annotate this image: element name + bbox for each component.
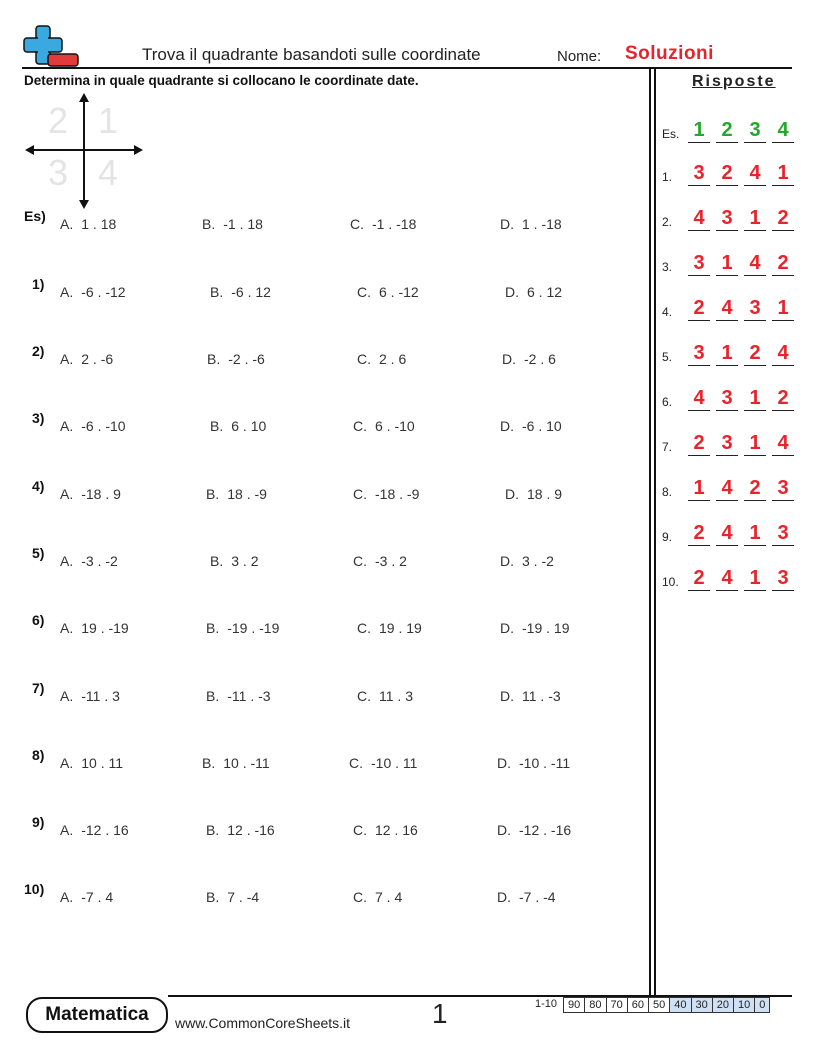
answer-row-label: 5.	[662, 350, 673, 364]
option-b: B. 10 . -11	[202, 755, 270, 771]
question-number: 7)	[32, 680, 45, 696]
option-b: B. 18 . -9	[206, 486, 267, 502]
question-number: 10)	[24, 881, 45, 897]
score-cell: 10	[734, 998, 755, 1013]
answer-value: 1	[744, 566, 766, 591]
option-a: A. 2 . -6	[60, 351, 114, 367]
answer-value: 1	[744, 431, 766, 456]
worksheet-title: Trova il quadrante basandoti sulle coordinate	[142, 45, 481, 64]
answer-row-label: Es.	[662, 127, 680, 141]
answer-value: 3	[688, 251, 710, 276]
question-row	[0, 343, 640, 375]
answer-row	[660, 291, 800, 321]
answer-row-label: 2.	[662, 215, 673, 229]
option-c: C. -1 . -18	[350, 216, 417, 232]
quadrant-axes	[24, 92, 146, 210]
option-b: B. 7 . -4	[206, 889, 260, 905]
answer-value: 2	[772, 251, 794, 276]
answer-value: 1	[744, 386, 766, 411]
answer-value: 3	[772, 521, 794, 546]
answer-value: 2	[772, 386, 794, 411]
question-number: 6)	[32, 612, 45, 628]
score-cell: 0	[755, 998, 770, 1013]
answer-value: 4	[744, 251, 766, 276]
answer-value: 4	[772, 341, 794, 366]
question-number: 2)	[32, 343, 45, 359]
score-range-label: 1-10	[535, 998, 558, 1010]
question-number: 1)	[32, 276, 45, 292]
answer-value: 2	[772, 206, 794, 231]
answer-value: 4	[688, 386, 710, 411]
answers-heading: Risposte	[692, 73, 776, 90]
option-c: C. -3 . 2	[353, 553, 407, 569]
option-b: B. -6 . 12	[210, 284, 271, 300]
logo-icon	[22, 24, 80, 68]
score-cell: 90	[564, 998, 585, 1013]
question-row	[0, 814, 640, 846]
answer-value: 4	[716, 476, 738, 501]
answer-row-label: 10.	[662, 575, 679, 589]
answer-value: 4	[772, 431, 794, 456]
answer-value: 1	[716, 251, 738, 276]
quadrant-diagram	[24, 92, 146, 210]
option-a: A. 19 . -19	[60, 620, 129, 636]
option-a: A. 10 . 11	[60, 755, 124, 771]
answer-value: 2	[744, 476, 766, 501]
answer-row	[660, 201, 800, 231]
answer-value: 4	[716, 566, 738, 591]
name-value: Soluzioni	[625, 43, 714, 64]
option-a: A. -12 . 16	[60, 822, 129, 838]
option-c: C. 19 . 19	[357, 620, 422, 636]
answer-value: 1	[772, 296, 794, 321]
answer-value: 3	[772, 476, 794, 501]
option-d: D. -10 . -11	[497, 755, 571, 771]
answer-value: 4	[688, 206, 710, 231]
question-row	[0, 478, 640, 510]
option-a: A. 1 . 18	[60, 216, 117, 232]
answer-value: 3	[744, 296, 766, 321]
option-c: C. 11 . 3	[357, 688, 413, 704]
answer-row-label: 4.	[662, 305, 673, 319]
option-c: C. 7 . 4	[353, 889, 403, 905]
answer-value: 1	[688, 476, 710, 501]
answer-value: 3	[744, 118, 766, 143]
answer-value: 3	[772, 566, 794, 591]
answer-value: 2	[688, 296, 710, 321]
answer-row-label: 8.	[662, 485, 673, 499]
answer-row	[660, 246, 800, 276]
answer-column-divider	[649, 67, 651, 995]
answer-value: 2	[688, 521, 710, 546]
option-d: D. 6 . 12	[505, 284, 563, 300]
answer-value: 1	[688, 118, 710, 143]
answer-value: 2	[688, 566, 710, 591]
option-d: D. -6 . 10	[500, 418, 562, 434]
instructions: Determina in quale quadrante si collocano le coordinate date.	[24, 73, 419, 88]
header-rule	[22, 67, 792, 69]
question-row	[0, 410, 640, 442]
answer-value: 3	[716, 206, 738, 231]
question-row	[0, 747, 640, 779]
option-c: C. 2 . 6	[357, 351, 407, 367]
answer-row	[660, 561, 800, 591]
question-number: 5)	[32, 545, 45, 561]
option-d: D. 1 . -18	[500, 216, 562, 232]
answer-row-label: 1.	[662, 170, 673, 184]
score-cell: 60	[627, 998, 648, 1013]
option-c: C. 6 . -12	[357, 284, 419, 300]
option-c: C. -18 . -9	[353, 486, 420, 502]
option-a: A. -3 . -2	[60, 553, 118, 569]
answer-value: 2	[688, 431, 710, 456]
answer-value: 2	[744, 341, 766, 366]
answer-row	[660, 381, 800, 411]
answer-value: 3	[716, 431, 738, 456]
answer-value: 4	[716, 521, 738, 546]
option-a: A. -6 . -12	[60, 284, 126, 300]
score-cell: 30	[691, 998, 712, 1013]
quadrant-label-4: 4	[98, 152, 119, 193]
answer-value: 3	[688, 161, 710, 186]
question-number: 3)	[32, 410, 45, 426]
answer-row	[660, 471, 800, 501]
answer-value: 4	[772, 118, 794, 143]
answer-row-label: 3.	[662, 260, 673, 274]
answer-row-label: 6.	[662, 395, 673, 409]
option-b: B. -11 . -3	[206, 688, 271, 704]
score-table	[563, 997, 770, 1013]
page-number: 1	[432, 998, 448, 1029]
quadrant-label-2: 2	[48, 100, 69, 141]
answer-row	[660, 336, 800, 366]
option-c: C. -10 . 11	[349, 755, 418, 771]
score-cell: 70	[606, 998, 627, 1013]
answer-column-divider-inner	[654, 67, 656, 995]
option-d: D. 18 . 9	[505, 486, 563, 502]
answer-value: 1	[744, 521, 766, 546]
option-b: B. -2 . -6	[207, 351, 265, 367]
answer-value: 3	[716, 386, 738, 411]
question-row	[0, 276, 640, 308]
question-row	[0, 545, 640, 577]
question-row	[0, 680, 640, 712]
answer-value: 2	[716, 118, 738, 143]
answer-row-label: 9.	[662, 530, 673, 544]
score-cell: 50	[649, 998, 670, 1013]
option-a: A. -6 . -10	[60, 418, 126, 434]
option-d: D. -7 . -4	[497, 889, 556, 905]
question-row	[0, 881, 640, 913]
subject-badge: Matematica	[26, 997, 168, 1033]
name-label: Nome:	[557, 48, 602, 65]
option-b: B. 6 . 10	[210, 418, 267, 434]
score-cell: 40	[670, 998, 691, 1013]
answer-value: 4	[744, 161, 766, 186]
option-a: A. -18 . 9	[60, 486, 121, 502]
option-b: B. -19 . -19	[206, 620, 280, 636]
question-number: 8)	[32, 747, 45, 763]
answer-value: 1	[772, 161, 794, 186]
option-d: D. -2 . 6	[502, 351, 556, 367]
answer-row	[660, 156, 800, 186]
answer-value: 4	[716, 296, 738, 321]
score-cell: 80	[585, 998, 606, 1013]
quadrant-label-3: 3	[48, 152, 69, 193]
option-c: C. 6 . -10	[353, 418, 415, 434]
answer-value: 1	[744, 206, 766, 231]
option-b: B. 3 . 2	[210, 553, 259, 569]
option-a: A. -7 . 4	[60, 889, 114, 905]
quadrant-label-1: 1	[98, 100, 119, 141]
answer-row	[660, 426, 800, 456]
question-number: Es)	[24, 208, 46, 224]
option-c: C. 12 . 16	[353, 822, 418, 838]
answer-row	[660, 113, 800, 143]
question-row	[0, 208, 640, 240]
score-cell: 20	[712, 998, 733, 1013]
answer-row-label: 7.	[662, 440, 673, 454]
option-b: B. 12 . -16	[206, 822, 275, 838]
answer-value: 1	[716, 341, 738, 366]
question-row	[0, 612, 640, 644]
answer-value: 3	[688, 341, 710, 366]
answer-row	[660, 516, 800, 546]
question-number: 4)	[32, 478, 45, 494]
site-url: www.CommonCoreSheets.it	[175, 1015, 351, 1031]
question-number: 9)	[32, 814, 45, 830]
option-d: D. 3 . -2	[500, 553, 554, 569]
answer-value: 2	[716, 161, 738, 186]
option-b: B. -1 . 18	[202, 216, 263, 232]
option-d: D. -19 . 19	[500, 620, 570, 636]
option-d: D. -12 . -16	[497, 822, 572, 838]
option-d: D. 11 . -3	[500, 688, 561, 704]
option-a: A. -11 . 3	[60, 688, 120, 704]
